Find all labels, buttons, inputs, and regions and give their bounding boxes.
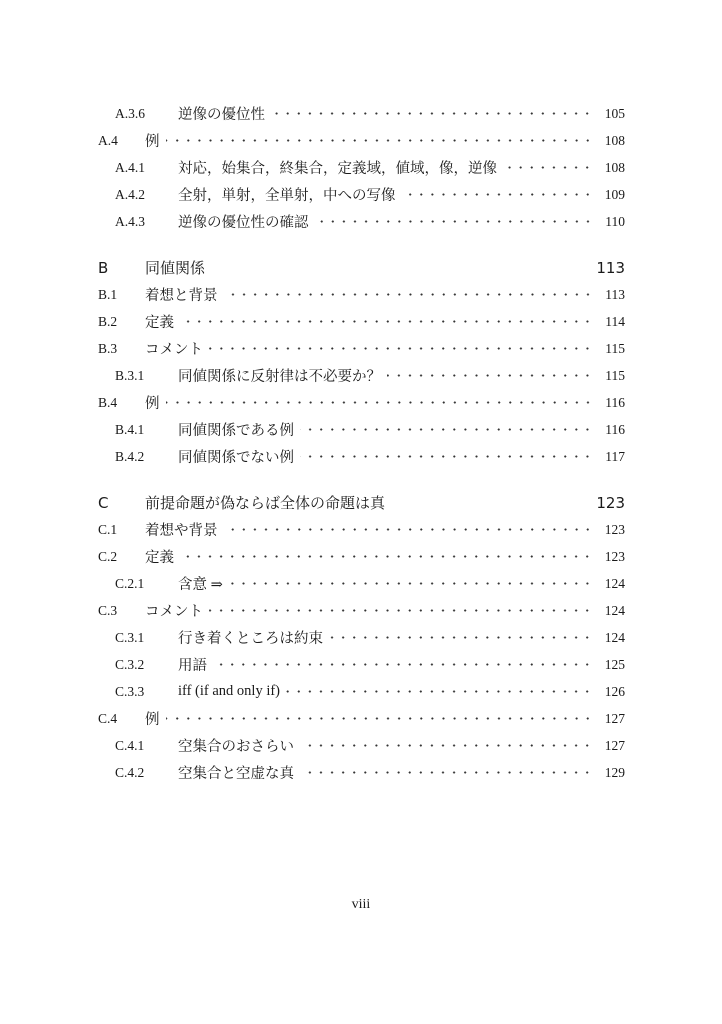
entry-number: C.3 bbox=[98, 602, 118, 618]
dot-leader bbox=[209, 335, 595, 362]
entry-title: コメント bbox=[145, 342, 203, 358]
entry-page: 124 bbox=[604, 602, 625, 618]
toc-entry-section[interactable] bbox=[98, 705, 625, 732]
entry-page: 108 bbox=[604, 132, 625, 148]
entry-number: C.3.3 bbox=[115, 683, 145, 699]
toc-entry-section[interactable] bbox=[98, 281, 625, 308]
entry-page: 113 bbox=[596, 258, 625, 277]
entry-title: 例 bbox=[145, 134, 160, 150]
entry-number: A.4.1 bbox=[115, 159, 145, 175]
dot-leader bbox=[271, 100, 595, 127]
entry-title: 対応，始集合，終集合，定義域，値域，像，逆像 bbox=[178, 161, 497, 177]
entry-page: 115 bbox=[605, 340, 625, 356]
toc-entry-subsection[interactable] bbox=[98, 362, 625, 389]
entry-page: 116 bbox=[605, 394, 625, 410]
entry-page: 123 bbox=[596, 493, 625, 512]
toc-entry-subsection[interactable] bbox=[98, 181, 625, 208]
dot-leader bbox=[166, 389, 596, 416]
entry-page: 127 bbox=[604, 710, 625, 726]
dot-leader bbox=[229, 570, 595, 597]
entry-number: C bbox=[98, 493, 109, 512]
dot-leader bbox=[315, 208, 596, 235]
entry-title: iff (if and only if) bbox=[178, 683, 281, 699]
dot-leader bbox=[286, 678, 595, 705]
entry-number: C.2 bbox=[98, 548, 118, 564]
entry-number: B.1 bbox=[98, 286, 118, 302]
entry-number: C.3.1 bbox=[115, 629, 145, 645]
entry-page: 116 bbox=[605, 421, 625, 437]
entry-page: 113 bbox=[605, 286, 625, 302]
entry-number: B bbox=[98, 258, 109, 277]
entry-title: 同値関係である例 bbox=[178, 423, 294, 439]
entry-title: 行き着くところは約束 bbox=[178, 631, 323, 647]
toc-entry-subsection[interactable] bbox=[98, 624, 625, 651]
dot-leader bbox=[224, 281, 596, 308]
entry-page: 108 bbox=[604, 159, 625, 175]
entry-page: 115 bbox=[605, 367, 625, 383]
entry-page: 110 bbox=[605, 213, 625, 229]
toc-entry-chapter[interactable] bbox=[98, 254, 625, 281]
entry-number: B.4.1 bbox=[115, 421, 145, 437]
toc-entry-subsection[interactable] bbox=[98, 208, 625, 235]
entry-title: 空集合のおさらい bbox=[178, 739, 294, 755]
dot-leader bbox=[166, 705, 595, 732]
entry-title: 同値関係に反射律は不必要か？ bbox=[178, 369, 381, 385]
entry-title: コメント bbox=[145, 604, 203, 620]
entry-title: 前提命題が偽ならば全体の命題は真 bbox=[145, 494, 386, 512]
dot-leader bbox=[180, 543, 595, 570]
entry-page: 125 bbox=[604, 656, 625, 672]
entry-title: 例 bbox=[145, 712, 160, 728]
page-number: viii bbox=[351, 897, 371, 912]
toc-entry-section[interactable] bbox=[98, 389, 625, 416]
dot-leader bbox=[224, 516, 595, 543]
toc-entry-section[interactable] bbox=[98, 597, 625, 624]
toc-entry-subsection[interactable] bbox=[98, 570, 625, 597]
entry-title: 着想や背景 bbox=[145, 523, 218, 539]
entry-page: 126 bbox=[604, 683, 625, 699]
dot-leader bbox=[300, 443, 595, 470]
entry-number: C.4.2 bbox=[115, 764, 145, 780]
entry-number: B.2 bbox=[98, 313, 118, 329]
entry-page: 123 bbox=[604, 521, 625, 537]
toc-entry-subsection[interactable] bbox=[98, 100, 625, 127]
entry-title: 着想と背景 bbox=[145, 288, 218, 304]
entry-title: 定義 bbox=[145, 315, 174, 331]
dot-leader bbox=[166, 127, 595, 154]
entry-title: 用語 bbox=[178, 658, 207, 674]
toc-entry-section[interactable] bbox=[98, 335, 625, 362]
dot-leader bbox=[180, 308, 595, 335]
toc-entry-subsection[interactable] bbox=[98, 443, 625, 470]
entry-title: 逆像の優位性 bbox=[178, 107, 265, 123]
toc-entry-chapter[interactable] bbox=[98, 489, 625, 516]
dot-leader bbox=[300, 759, 595, 786]
entry-title: 定義 bbox=[145, 550, 174, 566]
entry-number: A.3.6 bbox=[115, 105, 145, 121]
entry-number: B.4.2 bbox=[115, 448, 145, 464]
toc-entry-section[interactable] bbox=[98, 516, 625, 543]
entry-page: 124 bbox=[604, 575, 625, 591]
entry-title: 空集合と空虚な真 bbox=[178, 766, 294, 782]
toc-entry-subsection[interactable] bbox=[98, 154, 625, 181]
toc-entry-subsection[interactable] bbox=[98, 759, 625, 786]
entry-page: 127 bbox=[604, 737, 625, 753]
dot-leader bbox=[329, 624, 595, 651]
dot-leader bbox=[387, 362, 595, 389]
entry-number: C.2.1 bbox=[115, 575, 145, 591]
toc-entry-subsection[interactable] bbox=[98, 416, 625, 443]
entry-title: 例 bbox=[145, 396, 160, 412]
entry-title: 同値関係でない例 bbox=[178, 450, 294, 466]
entry-title: 同値関係 bbox=[145, 259, 206, 277]
dot-leader bbox=[503, 154, 595, 181]
dot-leader bbox=[391, 489, 586, 516]
toc-entry-section[interactable] bbox=[98, 543, 625, 570]
entry-number: C.1 bbox=[98, 521, 118, 537]
dot-leader bbox=[213, 651, 595, 678]
entry-number: C.4.1 bbox=[115, 737, 145, 753]
entry-page: 117 bbox=[605, 448, 625, 464]
entry-number: A.4.2 bbox=[115, 186, 145, 202]
toc-entry-section[interactable] bbox=[98, 127, 625, 154]
entry-number: B.4 bbox=[98, 394, 118, 410]
entry-number: C.4 bbox=[98, 710, 118, 726]
table-of-contents bbox=[98, 100, 625, 786]
entry-number: C.3.2 bbox=[115, 656, 145, 672]
dot-leader bbox=[209, 597, 595, 624]
dot-leader bbox=[300, 416, 595, 443]
entry-page: 129 bbox=[604, 764, 625, 780]
toc-entry-subsection[interactable] bbox=[98, 678, 625, 705]
dot-leader bbox=[211, 254, 586, 281]
entry-page: 123 bbox=[604, 548, 625, 564]
toc-entry-subsection[interactable] bbox=[98, 732, 625, 759]
toc-entry-section[interactable] bbox=[98, 308, 625, 335]
entry-page: 114 bbox=[605, 313, 625, 329]
entry-title: 含意 ⇒ bbox=[178, 577, 223, 593]
entry-number: B.3 bbox=[98, 340, 118, 356]
entry-title: 逆像の優位性の確認 bbox=[178, 215, 309, 231]
dot-leader bbox=[300, 732, 595, 759]
entry-number: B.3.1 bbox=[115, 367, 145, 383]
dot-leader bbox=[402, 181, 595, 208]
entry-page: 124 bbox=[604, 629, 625, 645]
entry-page: 109 bbox=[604, 186, 625, 202]
entry-number: A.4.3 bbox=[115, 213, 145, 229]
entry-number: A.4 bbox=[98, 132, 118, 148]
entry-page: 105 bbox=[604, 105, 625, 121]
toc-entry-subsection[interactable] bbox=[98, 651, 625, 678]
entry-title: 全射，単射，全単射，中への写像 bbox=[178, 188, 396, 204]
